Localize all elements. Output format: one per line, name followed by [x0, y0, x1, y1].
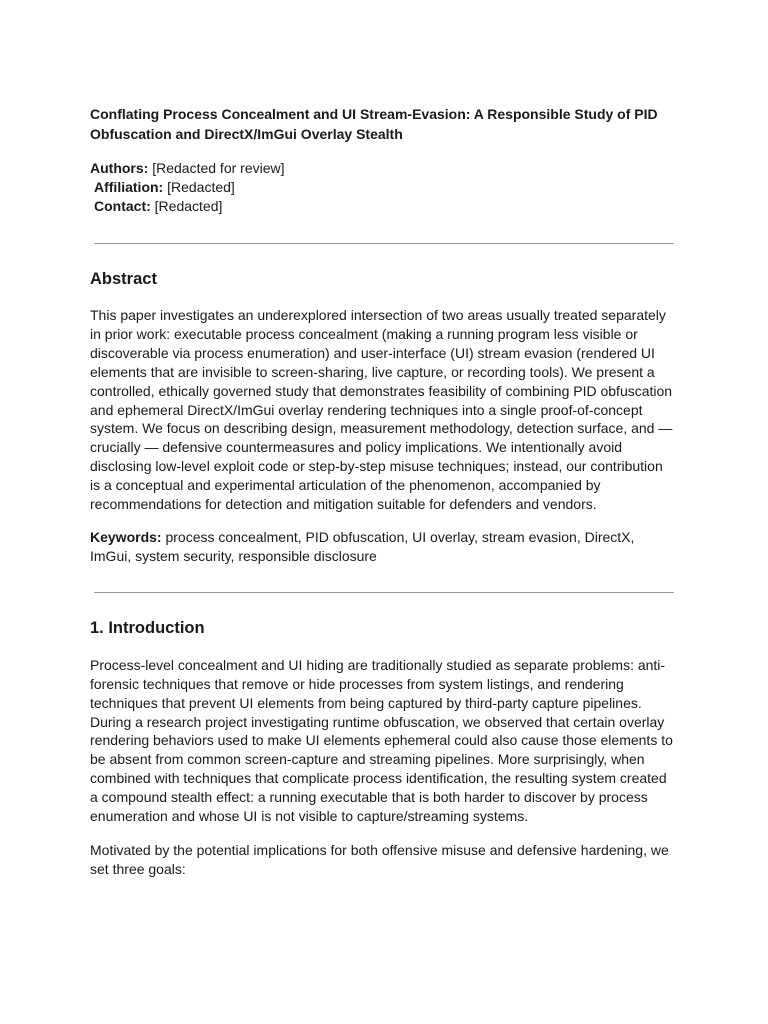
introduction-paragraph: Process-level concealment and UI hiding are traditionally studied as separate problems: anti-forensic techniques that remove or hide processes from system listings, and rendering techniques that prevent UI elements from being captured by third-party capture pipelines. During a research project investigating runtime obfuscation, we observed that certain overlay rendering behaviors used to make UI elements ephemeral could also cause those elements to be absent from common screen-capture and streaming pipelines. More surprisingly, when combined with techniques that complicate process identification, the resulting system created a compound stealth effect: a running executable that is both harder to discover by process enumeration and whose UI is not visible to capture/streaming systems. [90, 656, 673, 825]
authors-line [90, 159, 676, 178]
keywords-value: process concealment, PID obfuscation, UI overlay, stream evasion, DirectX, ImGui, system security, responsible disclosure [90, 528, 635, 564]
affiliation-value: [Redacted] [163, 179, 235, 195]
introduction-paragraph: Motivated by the potential implications for both offensive misuse and defensive hardening, we set three goals: [90, 841, 669, 877]
affiliation-line [90, 178, 676, 197]
paper-title: Conflating Process Concealment and UI Stream-Evasion: A Responsible Study of PID Obfuscation and DirectX/ImGui Overlay Stealth [90, 106, 658, 142]
keywords-label: Keywords: [90, 528, 162, 545]
authors-label: Authors: [90, 160, 149, 176]
contact-value: [Redacted] [150, 198, 223, 214]
section-divider [94, 592, 674, 593]
contact-label: Contact: [94, 198, 151, 214]
keywords-line [90, 528, 676, 566]
authors-value: [Redacted for review] [148, 160, 285, 176]
author-block [90, 159, 676, 216]
section-divider [94, 243, 674, 244]
paper-page [90, 105, 676, 879]
abstract-heading: Abstract [90, 270, 157, 288]
abstract-body: This paper investigates an underexplored intersection of two areas usually treated separately in prior work: executable process concealment (making a running program less visible or discoverable via process enumeration) and user-interface (UI) stream evasion (rendered UI elements that are invisible to screen-sharing, live capture, or recording tools). We present a controlled, ethically governed study that demonstrates feasibility of combining PID obfuscation and ephemeral DirectX/ImGui overlay rendering techniques into a single proof-of-concept system. We focus on describing design, measurement methodology, detection surface, and — crucially — defensive countermeasures and policy implications. We intentionally avoid disclosing low-level exploit code or step-by-step misuse techniques; instead, our contribution is a conceptual and experimental articulation of the phenomenon, accompanied by recommendations for detection and mitigation suitable for defenders and vendors. [90, 307, 673, 513]
contact-line [90, 197, 676, 216]
introduction-heading: 1. Introduction [90, 618, 205, 637]
affiliation-label: Affiliation: [94, 179, 164, 195]
